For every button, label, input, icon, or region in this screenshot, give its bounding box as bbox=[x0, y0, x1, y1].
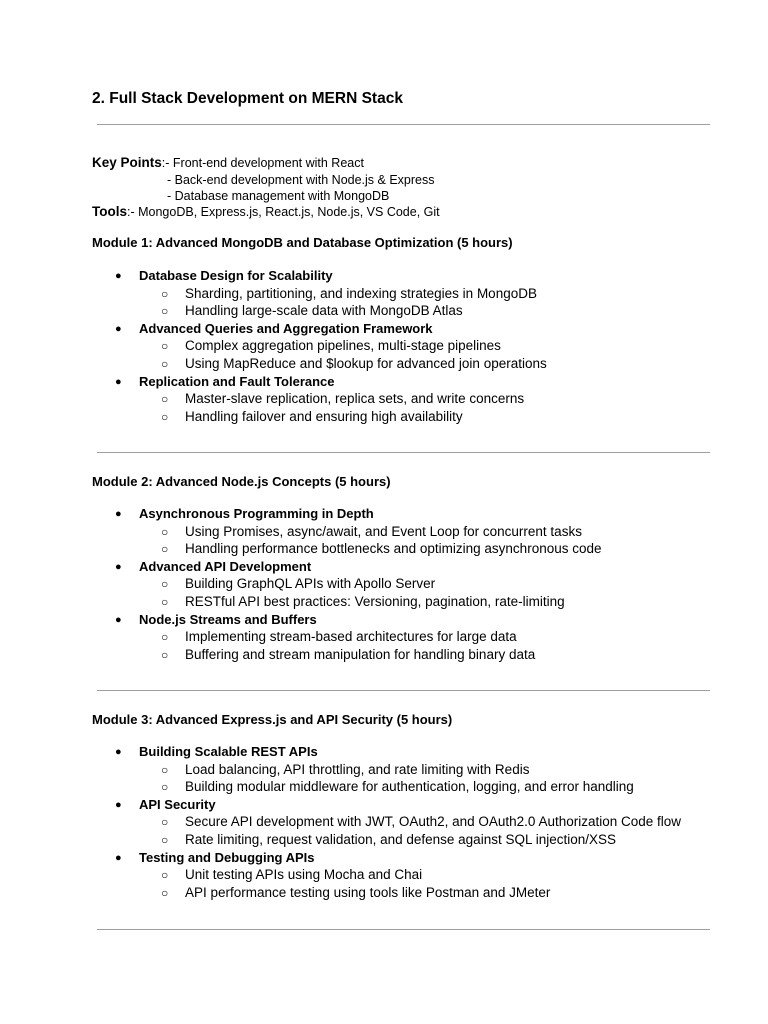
key-point-item: Front-end development with React bbox=[172, 156, 364, 170]
list-item bbox=[0, 558, 768, 576]
sub-list-item bbox=[0, 593, 768, 611]
list-item-label: Replication and Fault Tolerance bbox=[139, 374, 335, 389]
tools-line bbox=[92, 204, 440, 220]
divider bbox=[97, 124, 710, 125]
sub-list-item-text: Building GraphQL APIs with Apollo Server bbox=[185, 576, 436, 591]
list-item-label: Advanced API Development bbox=[139, 559, 312, 574]
sub-bullet-icon: ○ bbox=[161, 304, 169, 318]
sub-bullet-icon: ○ bbox=[161, 595, 169, 609]
list-item bbox=[0, 320, 768, 338]
list-item-label: Database Design for Scalability bbox=[139, 268, 333, 283]
key-point-item: - Database management with MongoDB bbox=[167, 189, 390, 203]
sub-bullet-icon: ○ bbox=[161, 815, 169, 829]
module-title: Module 1: Advanced MongoDB and Database Optimization (5 hours) bbox=[92, 235, 513, 250]
sub-list-item bbox=[0, 285, 768, 303]
sub-list-item bbox=[0, 646, 768, 664]
bullet-icon: ● bbox=[115, 799, 122, 811]
key-point-item: - Back-end development with Node.js & Express bbox=[167, 173, 435, 187]
sub-list-item bbox=[0, 628, 768, 646]
list-item-label: Building Scalable REST APIs bbox=[139, 744, 318, 759]
tools-value: :- MongoDB, Express.js, React.js, Node.js, VS Code, Git bbox=[127, 205, 440, 219]
bullet-icon: ● bbox=[115, 614, 122, 626]
sub-list-item-text: RESTful API best practices: Versioning, pagination, rate-limiting bbox=[185, 594, 565, 609]
sub-list-item bbox=[0, 884, 768, 902]
list-item-label: Node.js Streams and Buffers bbox=[139, 612, 317, 627]
bullet-icon: ● bbox=[115, 746, 122, 758]
sub-list-item bbox=[0, 355, 768, 373]
sub-list-item bbox=[0, 866, 768, 884]
sub-list-item-text: Building modular middleware for authentication, logging, and error handling bbox=[185, 779, 634, 794]
key-points-label: Key Points bbox=[92, 155, 162, 170]
sub-list-item-text: Load balancing, API throttling, and rate limiting with Redis bbox=[185, 762, 530, 777]
list-item-label: Advanced Queries and Aggregation Framework bbox=[139, 321, 433, 336]
sub-list-item bbox=[0, 523, 768, 541]
list-item bbox=[0, 849, 768, 867]
sub-list-item bbox=[0, 302, 768, 320]
sub-bullet-icon: ○ bbox=[161, 287, 169, 301]
list-item bbox=[0, 505, 768, 523]
sub-list-item-text: Complex aggregation pipelines, multi-stage pipelines bbox=[185, 338, 501, 353]
bullet-icon: ● bbox=[115, 270, 122, 282]
sub-bullet-icon: ○ bbox=[161, 542, 169, 556]
sub-bullet-icon: ○ bbox=[161, 763, 169, 777]
sub-list-item-text: Unit testing APIs using Mocha and Chai bbox=[185, 867, 423, 882]
sub-bullet-icon: ○ bbox=[161, 577, 169, 591]
key-points-line bbox=[92, 155, 364, 171]
list-item bbox=[0, 373, 768, 391]
tools-label: Tools bbox=[92, 204, 127, 219]
sub-list-item bbox=[0, 761, 768, 779]
sub-bullet-icon: ○ bbox=[161, 392, 169, 406]
sub-list-item-text: Handling failover and ensuring high availability bbox=[185, 409, 463, 424]
module-title: Module 2: Advanced Node.js Concepts (5 hours) bbox=[92, 474, 391, 489]
sub-list-item-text: Master-slave replication, replica sets, and write concerns bbox=[185, 391, 525, 406]
module-title: Module 3: Advanced Express.js and API Security (5 hours) bbox=[92, 712, 453, 727]
list-item-label: Testing and Debugging APIs bbox=[139, 850, 315, 865]
sub-list-item-text: API performance testing using tools like Postman and JMeter bbox=[185, 885, 551, 900]
bullet-icon: ● bbox=[115, 508, 122, 520]
sub-bullet-icon: ○ bbox=[161, 410, 169, 424]
sub-bullet-icon: ○ bbox=[161, 339, 169, 353]
sub-list-item-text: Rate limiting, request validation, and defense against SQL injection/XSS bbox=[185, 832, 617, 847]
sub-bullet-icon: ○ bbox=[161, 357, 169, 371]
sub-bullet-icon: ○ bbox=[161, 648, 169, 662]
bullet-icon: ● bbox=[115, 376, 122, 388]
bullet-icon: ● bbox=[115, 852, 122, 864]
list-item bbox=[0, 267, 768, 285]
sub-list-item bbox=[0, 575, 768, 593]
bullet-icon: ● bbox=[115, 561, 122, 573]
list-item bbox=[0, 796, 768, 814]
sub-list-item-text: Handling large-scale data with MongoDB Atlas bbox=[185, 303, 463, 318]
sub-list-item bbox=[0, 813, 768, 831]
bullet-icon: ● bbox=[115, 323, 122, 335]
list-item bbox=[0, 611, 768, 629]
sub-list-item bbox=[0, 408, 768, 426]
divider bbox=[97, 690, 710, 691]
sub-bullet-icon: ○ bbox=[161, 886, 169, 900]
sub-list-item bbox=[0, 337, 768, 355]
sub-list-item bbox=[0, 831, 768, 849]
list-item bbox=[0, 743, 768, 761]
sub-list-item bbox=[0, 778, 768, 796]
sub-bullet-icon: ○ bbox=[161, 868, 169, 882]
sub-list-item-text: Sharding, partitioning, and indexing strategies in MongoDB bbox=[185, 286, 537, 301]
sub-bullet-icon: ○ bbox=[161, 630, 169, 644]
list-item-label: API Security bbox=[139, 797, 216, 812]
sub-list-item-text: Handling performance bottlenecks and optimizing asynchronous code bbox=[185, 541, 602, 556]
sub-list-item bbox=[0, 390, 768, 408]
list-item-label: Asynchronous Programming in Depth bbox=[139, 506, 374, 521]
sub-bullet-icon: ○ bbox=[161, 833, 169, 847]
sub-bullet-icon: ○ bbox=[161, 525, 169, 539]
sub-list-item-text: Using MapReduce and $lookup for advanced join operations bbox=[185, 356, 547, 371]
sub-list-item-text: Buffering and stream manipulation for handling binary data bbox=[185, 647, 536, 662]
sub-list-item-text: Implementing stream-based architectures for large data bbox=[185, 629, 517, 644]
page-title: 2. Full Stack Development on MERN Stack bbox=[92, 90, 403, 107]
sub-bullet-icon: ○ bbox=[161, 780, 169, 794]
sub-list-item bbox=[0, 540, 768, 558]
sub-list-item-text: Secure API development with JWT, OAuth2, and OAuth2.0 Authorization Code flow bbox=[185, 814, 682, 829]
key-points-separator: :- bbox=[161, 156, 173, 170]
divider bbox=[97, 452, 710, 453]
divider bbox=[97, 929, 710, 930]
sub-list-item-text: Using Promises, async/await, and Event Loop for concurrent tasks bbox=[185, 524, 582, 539]
